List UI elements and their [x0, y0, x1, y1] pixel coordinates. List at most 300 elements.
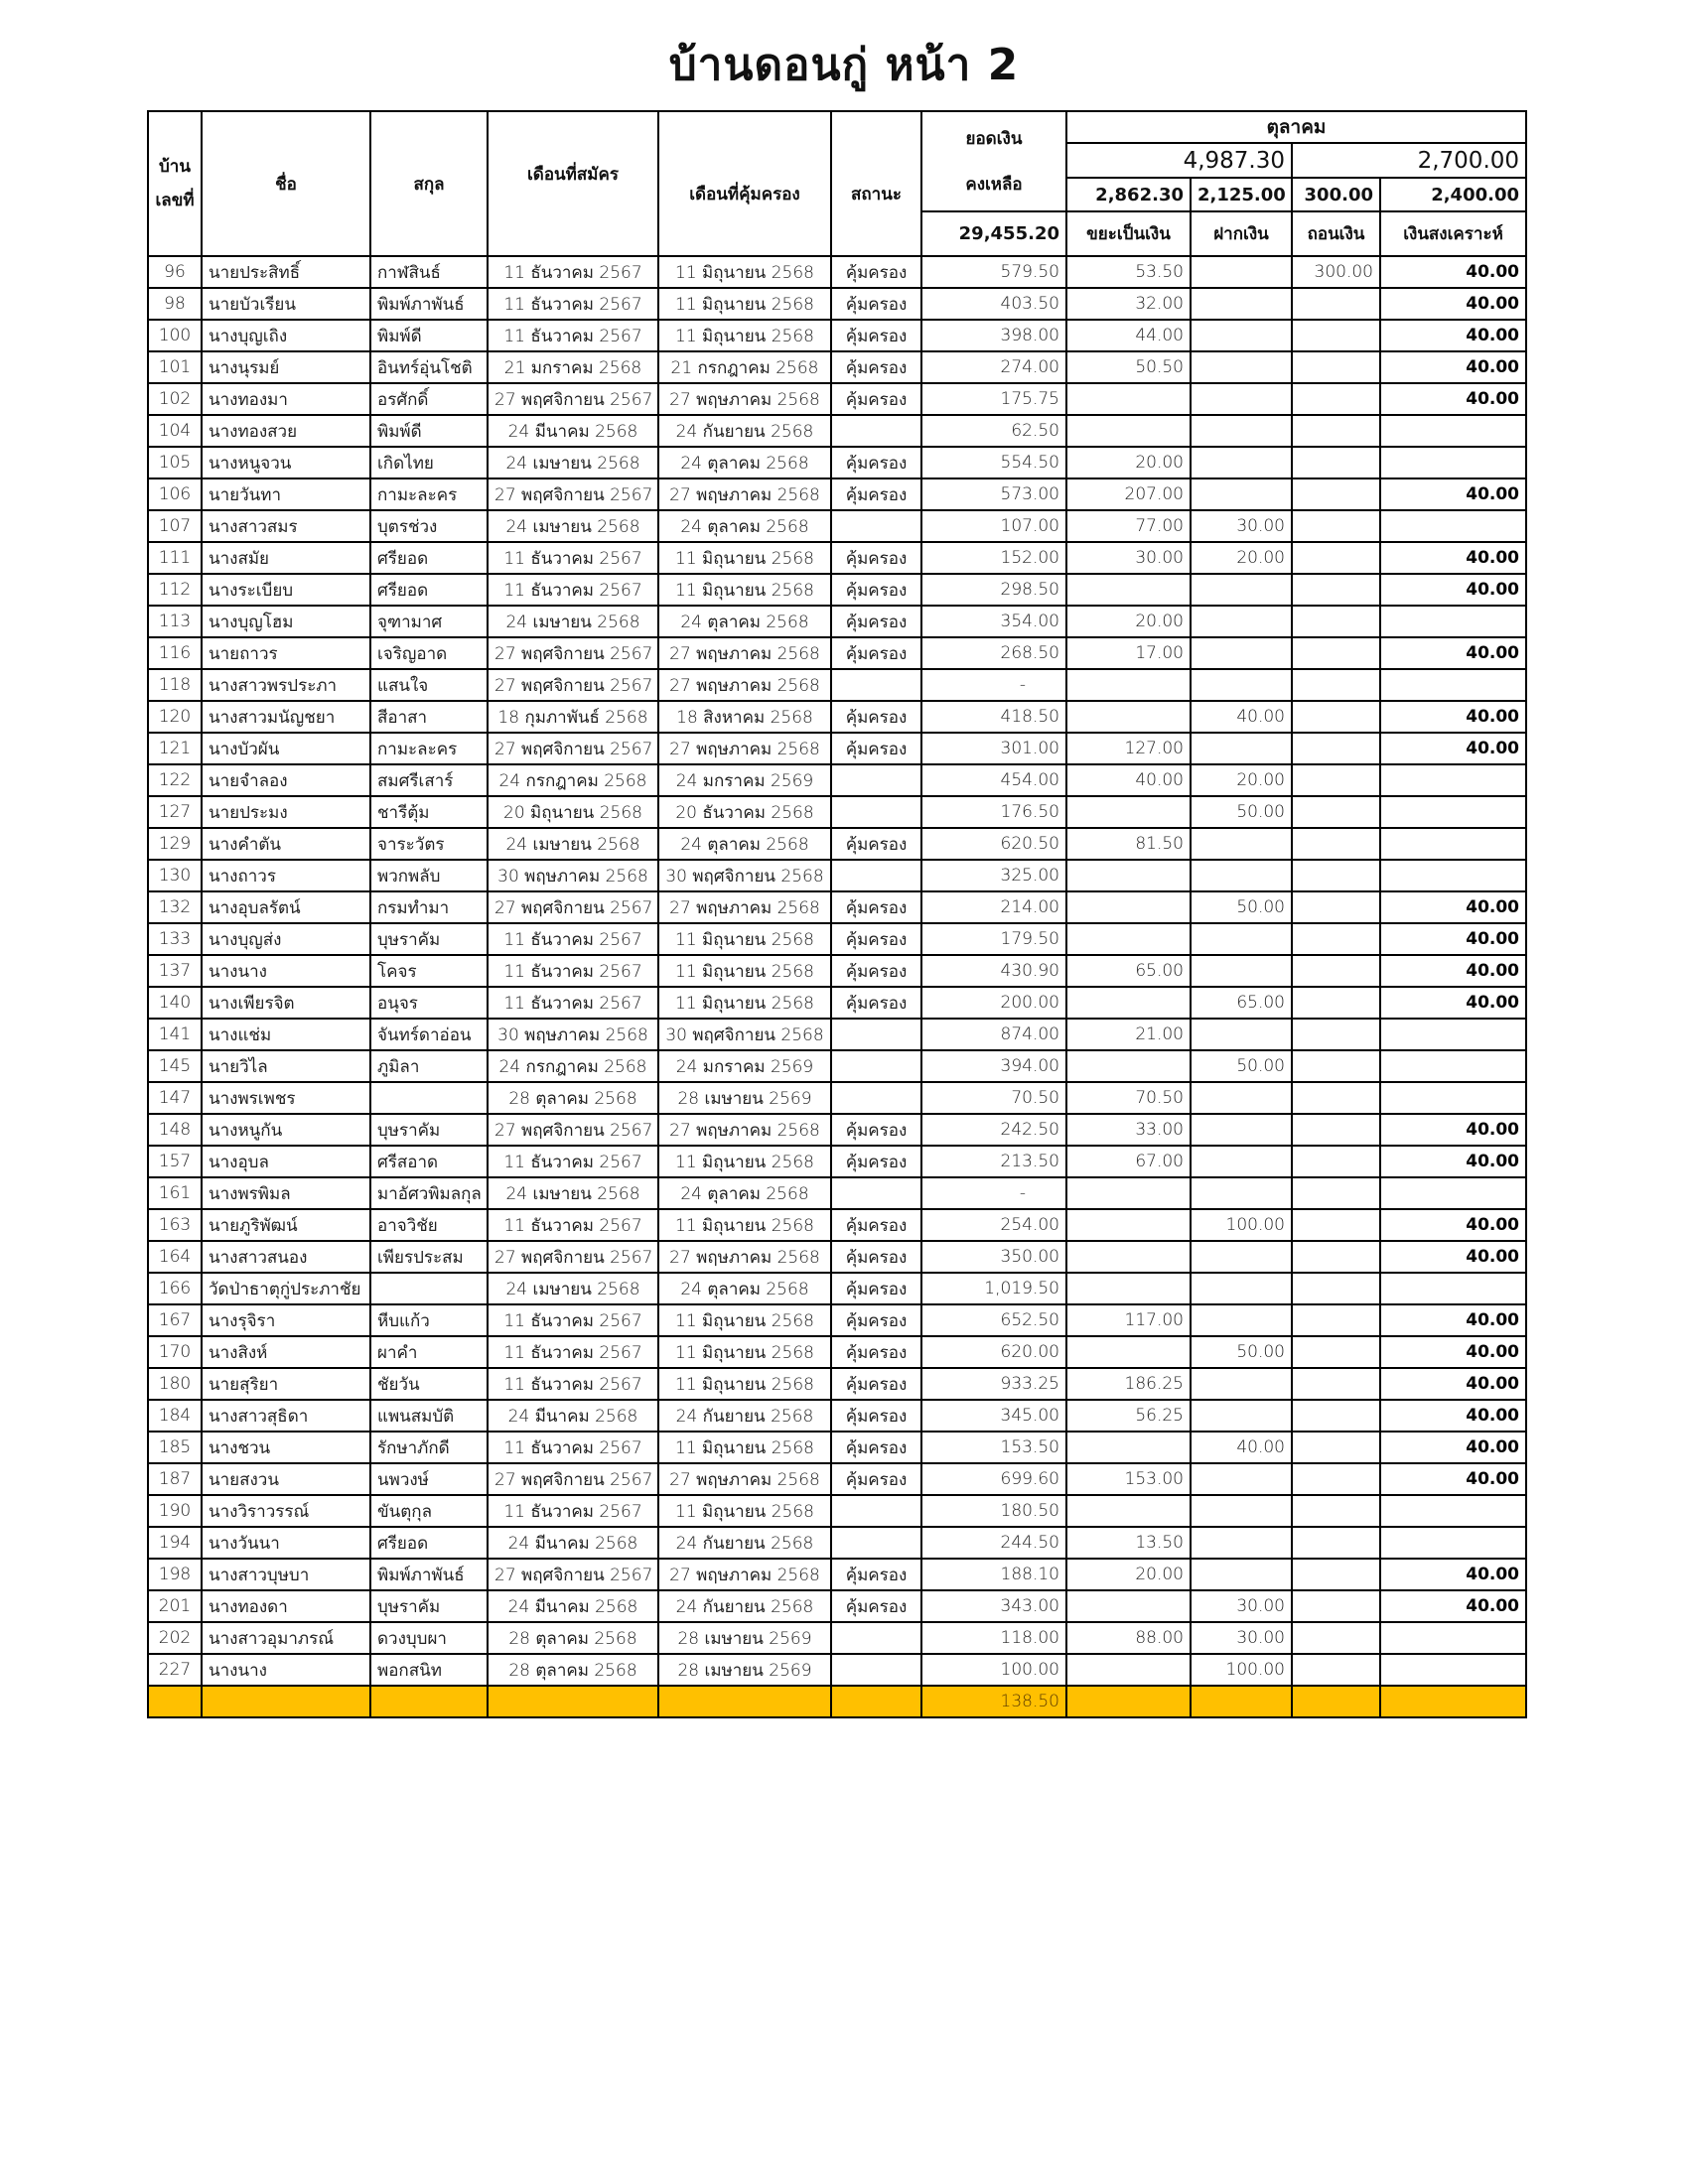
- deposit-cell: [1191, 288, 1292, 320]
- name-cell: นายบัวเรียน: [202, 288, 370, 320]
- surname-cell: พิมพ์ภาพันธ์: [370, 1559, 488, 1590]
- apply-month-cell: 24 มีนาคม 2568: [488, 1527, 658, 1559]
- apply-month-cell: 11 ธันวาคม 2567: [488, 288, 658, 320]
- balance-cell: 152.00: [921, 542, 1066, 574]
- house-no-cell: 170: [148, 1336, 202, 1368]
- welfare-cell: 40.00: [1380, 542, 1526, 574]
- balance-cell: 418.50: [921, 701, 1066, 733]
- apply-month-cell: 24 เมษายน 2568: [488, 447, 658, 478]
- welfare-cell: [1380, 828, 1526, 860]
- surname-cell: อรศักดิ์: [370, 383, 488, 415]
- house-no-cell: 161: [148, 1177, 202, 1209]
- withdraw-cell: [1292, 860, 1380, 891]
- house-no-cell: 137: [148, 955, 202, 987]
- deposit-cell: 50.00: [1191, 1336, 1292, 1368]
- apply-month-cell: 20 มิถุนายน 2568: [488, 796, 658, 828]
- house-no-cell: 184: [148, 1400, 202, 1432]
- deposit-cell: [1191, 574, 1292, 606]
- name-cell: นายสงวน: [202, 1463, 370, 1495]
- status-cell: [831, 1495, 921, 1527]
- status-cell: คุ้มครอง: [831, 1368, 921, 1400]
- deposit-cell: [1191, 1400, 1292, 1432]
- balance-cell: 244.50: [921, 1527, 1066, 1559]
- apply-month-cell: 27 พฤศจิกายน 2567: [488, 1114, 658, 1146]
- apply-month-cell: 11 ธันวาคม 2567: [488, 1304, 658, 1336]
- waste-cell: 186.25: [1066, 1368, 1191, 1400]
- surname-cell: นพวงษ์: [370, 1463, 488, 1495]
- house-no-cell: 157: [148, 1146, 202, 1177]
- withdraw-cell: [1292, 1368, 1380, 1400]
- status-cell: คุ้มครอง: [831, 891, 921, 923]
- table-row: [148, 1368, 1526, 1400]
- welfare-cell: 40.00: [1380, 733, 1526, 764]
- waste-cell: 20.00: [1066, 447, 1191, 478]
- house-no-cell: 140: [148, 987, 202, 1019]
- house-no-cell: 132: [148, 891, 202, 923]
- balance-cell: 394.00: [921, 1050, 1066, 1082]
- apply-month-cell: 11 ธันวาคม 2567: [488, 923, 658, 955]
- withdraw-cell: [1292, 1559, 1380, 1590]
- balance-cell: 620.00: [921, 1336, 1066, 1368]
- header-balance-label: [921, 111, 1066, 211]
- balance-cell: 200.00: [921, 987, 1066, 1019]
- house-no-cell: 129: [148, 828, 202, 860]
- protect-month-cell: 24 ตุลาคม 2568: [658, 606, 831, 637]
- balance-cell: 153.50: [921, 1432, 1066, 1463]
- withdraw-cell: [1292, 1146, 1380, 1177]
- waste-cell: 67.00: [1066, 1146, 1191, 1177]
- deposit-cell: 50.00: [1191, 891, 1292, 923]
- house-no-cell: 164: [148, 1241, 202, 1273]
- balance-cell: 398.00: [921, 320, 1066, 351]
- balance-cell: 573.00: [921, 478, 1066, 510]
- waste-cell: [1066, 891, 1191, 923]
- waste-cell: [1066, 1177, 1191, 1209]
- balance-cell: 242.50: [921, 1114, 1066, 1146]
- waste-cell: [1066, 987, 1191, 1019]
- welfare-cell: 40.00: [1380, 955, 1526, 987]
- status-cell: คุ้มครอง: [831, 288, 921, 320]
- welfare-cell: [1380, 1082, 1526, 1114]
- deposit-cell: [1191, 1463, 1292, 1495]
- apply-month-cell: 11 ธันวาคม 2567: [488, 1336, 658, 1368]
- table-row: [148, 669, 1526, 701]
- welfare-cell: 40.00: [1380, 1559, 1526, 1590]
- apply-month-cell: 11 ธันวาคม 2567: [488, 1146, 658, 1177]
- apply-month-cell: 24 เมษายน 2568: [488, 510, 658, 542]
- apply-month-cell: 28 ตุลาคม 2568: [488, 1622, 658, 1654]
- table-row: [148, 733, 1526, 764]
- deposit-cell: [1191, 860, 1292, 891]
- withdraw-cell: [1292, 606, 1380, 637]
- status-cell: คุ้มครอง: [831, 1209, 921, 1241]
- header-month: ตุลาคม: [1066, 111, 1526, 143]
- withdraw-cell: [1292, 733, 1380, 764]
- waste-cell: 65.00: [1066, 955, 1191, 987]
- name-cell: นางสิงห์: [202, 1336, 370, 1368]
- apply-month-cell: 24 เมษายน 2568: [488, 1177, 658, 1209]
- apply-month-cell: 11 ธันวาคม 2567: [488, 1432, 658, 1463]
- welfare-cell: 40.00: [1380, 1590, 1526, 1622]
- house-no-cell: 111: [148, 542, 202, 574]
- withdraw-cell: [1292, 447, 1380, 478]
- surname-cell: ชัยวัน: [370, 1368, 488, 1400]
- table-row: [148, 1019, 1526, 1050]
- deposit-cell: [1191, 478, 1292, 510]
- withdraw-cell: [1292, 1654, 1380, 1686]
- surname-cell: หีบแก้ว: [370, 1304, 488, 1336]
- name-cell: นางสาวสนอง: [202, 1241, 370, 1273]
- balance-cell: 100.00: [921, 1654, 1066, 1686]
- apply-month-cell: 11 ธันวาคม 2567: [488, 1368, 658, 1400]
- welfare-cell: 40.00: [1380, 637, 1526, 669]
- balance-cell: 213.50: [921, 1146, 1066, 1177]
- header-balance-line2: คงเหลือ: [965, 174, 1023, 195]
- ledger-body: [148, 256, 1526, 1686]
- apply-month-cell: 27 พฤศจิกายน 2567: [488, 383, 658, 415]
- name-cell: นางหนูจวน: [202, 447, 370, 478]
- table-row: [148, 1177, 1526, 1209]
- table-row: [148, 256, 1526, 288]
- header-house-no: [148, 111, 202, 256]
- withdraw-cell: [1292, 669, 1380, 701]
- surname-cell: แสนใจ: [370, 669, 488, 701]
- protect-month-cell: 24 ตุลาคม 2568: [658, 510, 831, 542]
- status-cell: คุ้มครอง: [831, 606, 921, 637]
- apply-month-cell: 11 ธันวาคม 2567: [488, 987, 658, 1019]
- name-cell: นางทองสวย: [202, 415, 370, 447]
- status-cell: คุ้มครอง: [831, 256, 921, 288]
- deposit-cell: [1191, 1273, 1292, 1304]
- protect-month-cell: 27 พฤษภาคม 2568: [658, 1241, 831, 1273]
- deposit-cell: [1191, 1146, 1292, 1177]
- balance-cell: 214.00: [921, 891, 1066, 923]
- house-no-cell: 107: [148, 510, 202, 542]
- table-row: [148, 1463, 1526, 1495]
- withdraw-cell: [1292, 1432, 1380, 1463]
- withdraw-cell: [1292, 923, 1380, 955]
- balance-cell: 403.50: [921, 288, 1066, 320]
- protect-month-cell: 24 กันยายน 2568: [658, 1527, 831, 1559]
- name-cell: นางสาวบุษบา: [202, 1559, 370, 1590]
- waste-cell: 153.00: [1066, 1463, 1191, 1495]
- total-cell: [1292, 1686, 1380, 1717]
- deposit-cell: [1191, 1241, 1292, 1273]
- waste-cell: [1066, 1273, 1191, 1304]
- apply-month-cell: 11 ธันวาคม 2567: [488, 256, 658, 288]
- protect-month-cell: 11 มิถุนายน 2568: [658, 256, 831, 288]
- welfare-cell: [1380, 1654, 1526, 1686]
- table-row: [148, 1146, 1526, 1177]
- status-cell: [831, 1050, 921, 1082]
- balance-cell: 1,019.50: [921, 1273, 1066, 1304]
- balance-cell: 274.00: [921, 351, 1066, 383]
- protect-month-cell: 20 ธันวาคม 2568: [658, 796, 831, 828]
- status-cell: คุ้มครอง: [831, 955, 921, 987]
- surname-cell: โคจร: [370, 955, 488, 987]
- header-protect-month: เดือนที่คุ้มครอง: [658, 111, 831, 256]
- protect-month-cell: 24 กันยายน 2568: [658, 1590, 831, 1622]
- status-cell: คุ้มครอง: [831, 447, 921, 478]
- waste-cell: 77.00: [1066, 510, 1191, 542]
- house-no-cell: 227: [148, 1654, 202, 1686]
- protect-month-cell: 24 กันยายน 2568: [658, 1400, 831, 1432]
- header-name: ชื่อ: [202, 111, 370, 256]
- name-cell: นายวันทา: [202, 478, 370, 510]
- apply-month-cell: 27 พฤศจิกายน 2567: [488, 891, 658, 923]
- header-deposit-total: 2,125.00: [1191, 178, 1292, 211]
- deposit-cell: [1191, 828, 1292, 860]
- withdraw-cell: [1292, 1527, 1380, 1559]
- welfare-cell: 40.00: [1380, 288, 1526, 320]
- balance-cell: 62.50: [921, 415, 1066, 447]
- header-group1-total: 4,987.30: [1066, 143, 1292, 178]
- welfare-cell: 40.00: [1380, 701, 1526, 733]
- name-cell: นางรุจิรา: [202, 1304, 370, 1336]
- welfare-cell: [1380, 860, 1526, 891]
- deposit-cell: 40.00: [1191, 1432, 1292, 1463]
- table-row: [148, 987, 1526, 1019]
- house-no-cell: 105: [148, 447, 202, 478]
- apply-month-cell: 11 ธันวาคม 2567: [488, 574, 658, 606]
- apply-month-cell: 27 พฤศจิกายน 2567: [488, 733, 658, 764]
- surname-cell: ศรียอด: [370, 1527, 488, 1559]
- protect-month-cell: 11 มิถุนายน 2568: [658, 923, 831, 955]
- deposit-cell: 100.00: [1191, 1654, 1292, 1686]
- table-row: [148, 1241, 1526, 1273]
- name-cell: นางนาง: [202, 1654, 370, 1686]
- protect-month-cell: 21 กรกฎาคม 2568: [658, 351, 831, 383]
- waste-cell: 117.00: [1066, 1304, 1191, 1336]
- surname-cell: ศรียอด: [370, 574, 488, 606]
- waste-cell: 207.00: [1066, 478, 1191, 510]
- withdraw-cell: [1292, 478, 1380, 510]
- deposit-cell: [1191, 606, 1292, 637]
- waste-cell: 17.00: [1066, 637, 1191, 669]
- header-status: สถานะ: [831, 111, 921, 256]
- header-house-no-line1: บ้าน: [159, 157, 191, 177]
- welfare-cell: 40.00: [1380, 383, 1526, 415]
- welfare-cell: 40.00: [1380, 1400, 1526, 1432]
- balance-cell: 343.00: [921, 1590, 1066, 1622]
- welfare-cell: 40.00: [1380, 1241, 1526, 1273]
- house-no-cell: 96: [148, 256, 202, 288]
- table-row: [148, 1050, 1526, 1082]
- deposit-cell: [1191, 351, 1292, 383]
- welfare-cell: [1380, 1050, 1526, 1082]
- balance-cell: 430.90: [921, 955, 1066, 987]
- surname-cell: ขันตุกุล: [370, 1495, 488, 1527]
- protect-month-cell: 24 ตุลาคม 2568: [658, 828, 831, 860]
- waste-cell: [1066, 1336, 1191, 1368]
- deposit-cell: [1191, 1368, 1292, 1400]
- protect-month-cell: 11 มิถุนายน 2568: [658, 1368, 831, 1400]
- table-row: [148, 1400, 1526, 1432]
- house-no-cell: 147: [148, 1082, 202, 1114]
- house-no-cell: 163: [148, 1209, 202, 1241]
- page-title: บ้านดอนกู่ หน้า 2: [668, 40, 1020, 90]
- house-no-cell: 98: [148, 288, 202, 320]
- total-cell: [202, 1686, 370, 1717]
- withdraw-cell: [1292, 1336, 1380, 1368]
- waste-cell: 30.00: [1066, 542, 1191, 574]
- house-no-cell: 100: [148, 320, 202, 351]
- withdraw-cell: [1292, 1463, 1380, 1495]
- name-cell: นายวิไล: [202, 1050, 370, 1082]
- waste-cell: [1066, 701, 1191, 733]
- surname-cell: พิมพ์ดี: [370, 415, 488, 447]
- welfare-cell: [1380, 764, 1526, 796]
- protect-month-cell: 27 พฤษภาคม 2568: [658, 733, 831, 764]
- waste-cell: [1066, 860, 1191, 891]
- waste-cell: 127.00: [1066, 733, 1191, 764]
- header-withdraw-label: ถอนเงิน: [1292, 211, 1380, 256]
- table-row: [148, 383, 1526, 415]
- status-cell: [831, 1527, 921, 1559]
- deposit-cell: [1191, 1177, 1292, 1209]
- deposit-cell: [1191, 415, 1292, 447]
- protect-month-cell: 24 มกราคม 2569: [658, 1050, 831, 1082]
- welfare-cell: 40.00: [1380, 1336, 1526, 1368]
- waste-cell: 56.25: [1066, 1400, 1191, 1432]
- protect-month-cell: 27 พฤษภาคม 2568: [658, 383, 831, 415]
- balance-cell: 699.60: [921, 1463, 1066, 1495]
- protect-month-cell: 11 มิถุนายน 2568: [658, 955, 831, 987]
- deposit-cell: [1191, 733, 1292, 764]
- name-cell: นางวิราวรรณ์: [202, 1495, 370, 1527]
- balance-cell: 254.00: [921, 1209, 1066, 1241]
- surname-cell: พวกพลับ: [370, 860, 488, 891]
- header-deposit-label: ฝากเงิน: [1191, 211, 1292, 256]
- surname-cell: ดวงบุบผา: [370, 1622, 488, 1654]
- welfare-cell: 40.00: [1380, 987, 1526, 1019]
- name-cell: นางสาวพรประภา: [202, 669, 370, 701]
- status-cell: คุ้มครอง: [831, 637, 921, 669]
- table-row: [148, 1209, 1526, 1241]
- protect-month-cell: 30 พฤศจิกายน 2568: [658, 1019, 831, 1050]
- house-no-cell: 104: [148, 415, 202, 447]
- apply-month-cell: 24 มีนาคม 2568: [488, 1590, 658, 1622]
- house-no-cell: 127: [148, 796, 202, 828]
- protect-month-cell: 27 พฤษภาคม 2568: [658, 1114, 831, 1146]
- surname-cell: จันทร์ดาอ่อน: [370, 1019, 488, 1050]
- balance-cell: 652.50: [921, 1304, 1066, 1336]
- protect-month-cell: 27 พฤษภาคม 2568: [658, 637, 831, 669]
- withdraw-cell: [1292, 1495, 1380, 1527]
- protect-month-cell: 11 มิถุนายน 2568: [658, 1495, 831, 1527]
- name-cell: นางสาวสมร: [202, 510, 370, 542]
- withdraw-cell: [1292, 1114, 1380, 1146]
- balance-cell: 118.00: [921, 1622, 1066, 1654]
- apply-month-cell: 27 พฤศจิกายน 2567: [488, 478, 658, 510]
- waste-cell: 20.00: [1066, 1559, 1191, 1590]
- deposit-cell: [1191, 1304, 1292, 1336]
- welfare-cell: 40.00: [1380, 923, 1526, 955]
- total-cell: [831, 1686, 921, 1717]
- house-no-cell: 106: [148, 478, 202, 510]
- welfare-cell: 40.00: [1380, 891, 1526, 923]
- withdraw-cell: [1292, 510, 1380, 542]
- waste-cell: [1066, 1241, 1191, 1273]
- name-cell: นายถาวร: [202, 637, 370, 669]
- waste-cell: [1066, 383, 1191, 415]
- status-cell: [831, 1622, 921, 1654]
- name-cell: นางวันนา: [202, 1527, 370, 1559]
- welfare-cell: [1380, 1527, 1526, 1559]
- waste-cell: 20.00: [1066, 606, 1191, 637]
- withdraw-cell: [1292, 1209, 1380, 1241]
- withdraw-cell: [1292, 764, 1380, 796]
- name-cell: วัดป่าธาตุกู่ประภาชัย: [202, 1273, 370, 1304]
- withdraw-cell: [1292, 542, 1380, 574]
- table-row: [148, 510, 1526, 542]
- surname-cell: สีอาสา: [370, 701, 488, 733]
- house-no-cell: 133: [148, 923, 202, 955]
- balance-cell: 325.00: [921, 860, 1066, 891]
- total-cell: [1191, 1686, 1292, 1717]
- table-row: [148, 1304, 1526, 1336]
- balance-cell: 301.00: [921, 733, 1066, 764]
- protect-month-cell: 11 มิถุนายน 2568: [658, 320, 831, 351]
- name-cell: นางพรพิมล: [202, 1177, 370, 1209]
- apply-month-cell: 30 พฤษภาคม 2568: [488, 1019, 658, 1050]
- status-cell: คุ้มครอง: [831, 1273, 921, 1304]
- deposit-cell: [1191, 1527, 1292, 1559]
- table-row: [148, 860, 1526, 891]
- surname-cell: อนุจร: [370, 987, 488, 1019]
- waste-cell: [1066, 415, 1191, 447]
- table-row: [148, 1495, 1526, 1527]
- table-row: [148, 891, 1526, 923]
- house-no-cell: 145: [148, 1050, 202, 1082]
- balance-cell: -: [921, 1177, 1066, 1209]
- table-row: [148, 574, 1526, 606]
- balance-cell: 620.50: [921, 828, 1066, 860]
- table-row: [148, 796, 1526, 828]
- deposit-cell: [1191, 447, 1292, 478]
- protect-month-cell: 24 มกราคม 2569: [658, 764, 831, 796]
- deposit-cell: 30.00: [1191, 510, 1292, 542]
- name-cell: นางถาวร: [202, 860, 370, 891]
- apply-month-cell: 27 พฤศจิกายน 2567: [488, 1463, 658, 1495]
- balance-cell: 298.50: [921, 574, 1066, 606]
- name-cell: นายภูริพัฒน์: [202, 1209, 370, 1241]
- status-cell: [831, 796, 921, 828]
- header-withdraw-total: 300.00: [1292, 178, 1380, 211]
- apply-month-cell: 27 พฤศจิกายน 2567: [488, 637, 658, 669]
- house-no-cell: 198: [148, 1559, 202, 1590]
- withdraw-cell: [1292, 1622, 1380, 1654]
- house-no-cell: 113: [148, 606, 202, 637]
- deposit-cell: 20.00: [1191, 764, 1292, 796]
- header-surname: สกุล: [370, 111, 488, 256]
- surname-cell: บุตรช่วง: [370, 510, 488, 542]
- apply-month-cell: 27 พฤศจิกายน 2567: [488, 669, 658, 701]
- table-row: [148, 1432, 1526, 1463]
- balance-cell: 554.50: [921, 447, 1066, 478]
- protect-month-cell: 24 ตุลาคม 2568: [658, 1177, 831, 1209]
- withdraw-cell: [1292, 701, 1380, 733]
- house-no-cell: 102: [148, 383, 202, 415]
- table-row: [148, 542, 1526, 574]
- protect-month-cell: 30 พฤศจิกายน 2568: [658, 860, 831, 891]
- welfare-cell: 40.00: [1380, 1304, 1526, 1336]
- surname-cell: ภูมิลา: [370, 1050, 488, 1082]
- name-cell: นางทองมา: [202, 383, 370, 415]
- header-house-no-line2: เลขที่: [155, 191, 195, 210]
- apply-month-cell: 21 มกราคม 2568: [488, 351, 658, 383]
- protect-month-cell: 11 มิถุนายน 2568: [658, 987, 831, 1019]
